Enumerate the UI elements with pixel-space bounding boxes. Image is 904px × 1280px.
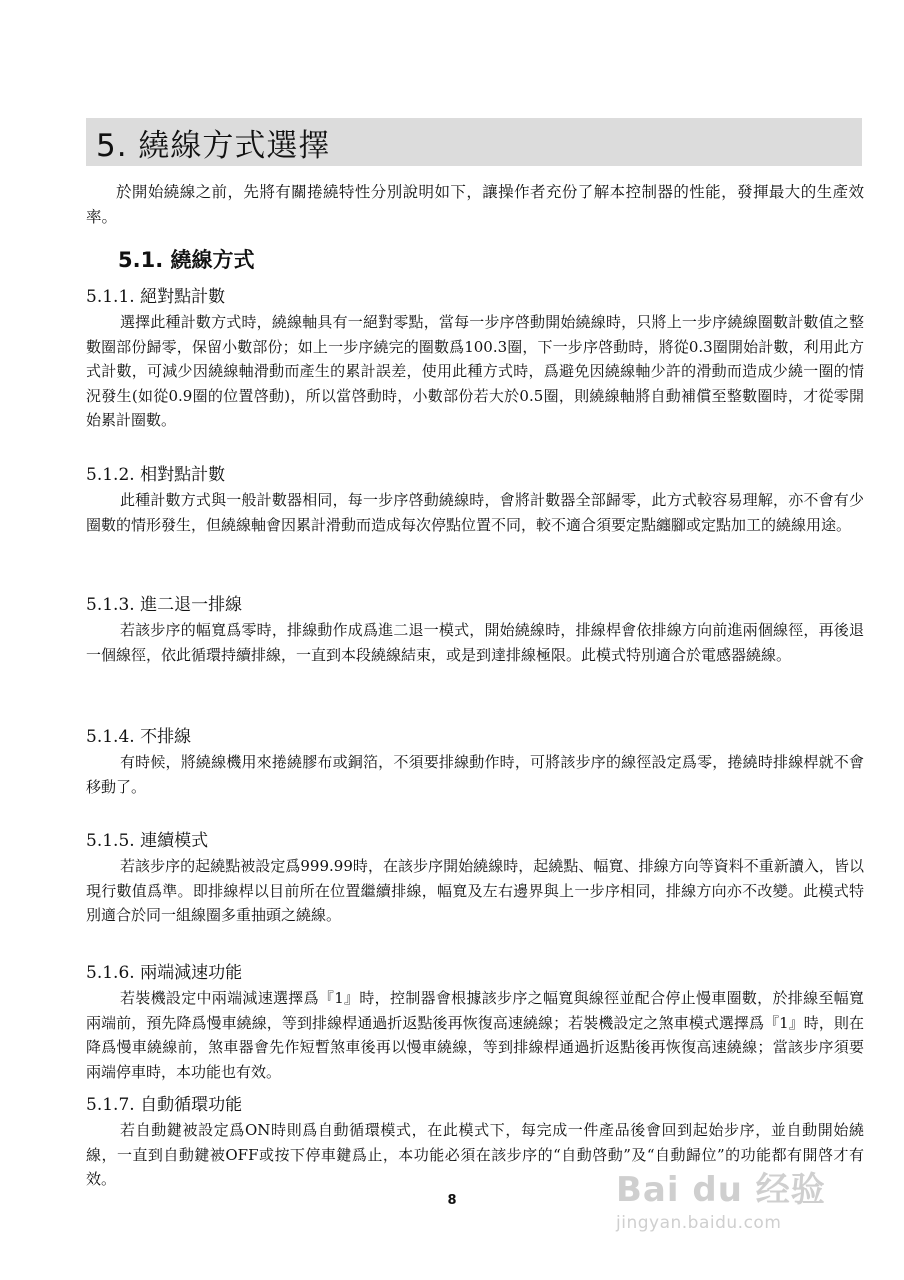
page-number: 8: [447, 1193, 457, 1208]
section-title: [118, 244, 255, 274]
subsection-heading: 5.1.6. 兩端減速功能: [86, 963, 243, 983]
watermark: [616, 1162, 866, 1242]
subsection-heading: 5.1.5. 連續模式: [86, 831, 209, 851]
subsection-heading: 5.1.2. 相對點計數: [86, 465, 226, 485]
subsection-heading: 5.1.4. 不排線: [86, 727, 192, 747]
subsection-5-1-1: [86, 284, 864, 433]
subsection-heading: 5.1.3. 進二退一排線: [86, 595, 243, 615]
subsection-body: 選擇此種計數方式時，繞線軸具有一絕對零點，當每一步序啓動開始繞線時，只將上一步序繞線圈數計數值之整數圈部份歸零，保留小數部份；如上一步序繞完的圈數爲100.3圈，下一步序啓動時，將從0.3圈開始計數，利用此方式計數，可減少因繞線軸滑動而產生的累計誤差，使用此種方式時，爲避免因繞線軸少許的滑動而造成少繞一圈的情況發生(如從0.9圈的位置啓動)，所以當啓動時，小數部份若大於0.5圈，則繞線軸將自動補償至整數圈時，才從零開始累計圈數。: [86, 313, 864, 429]
subsection-body: 若自動鍵被設定爲ON時則爲自動循環模式，在此模式下，每完成一件產品後會回到起始步序，並自動開始繞線，一直到自動鍵被OFF或按下停車鍵爲止，本功能必須在該步序的“自動啓動”及“自動歸位”的功能都有開啓才有效。: [86, 1121, 864, 1188]
subsection-5-1-2: [86, 462, 864, 537]
subsection-5-1-5: [86, 828, 864, 928]
watermark-logo: [616, 1162, 866, 1211]
subsection-5-1-4: [86, 724, 864, 799]
chapter-header: [86, 118, 862, 166]
subsection-body: 此種計數方式與一般計數器相同，每一步序啓動繞線時，會將計數器全部歸零，此方式較容易理解，亦不會有少圈數的情形發生，但繞線軸會因累計滑動而造成每次停點位置不同，較不適合須要定點纏腳或定點加工的繞線用途。: [86, 491, 864, 534]
chapter-title: 5. 繞線方式選擇: [96, 127, 331, 164]
subsection-5-1-3: [86, 592, 864, 667]
subsection-body: 若裝機設定中兩端減速選擇爲『1』時，控制器會根據該步序之幅寬與線徑並配合停止慢車圈數，於排線至幅寬兩端前，預先降爲慢車繞線，等到排線桿通過折返點後再恢復高速繞線；若裝機設定之煞車模式選擇爲『1』時，則在降爲慢車繞線前，煞車器會先作短暫煞車後再以慢車繞線，等到排線桿通過折返點後再恢復高速繞線；當該步序須要兩端停車時，本功能也有效。: [86, 989, 864, 1081]
subsection-body: 若該步序的起繞點被設定爲999.99時，在該步序開始繞線時，起繞點、幅寬、排線方向等資料不重新讀入，皆以現行數值爲準。即排線桿以目前所在位置繼續排線，幅寬及左右邊界與上一步序相同，排線方向亦不改變。此模式特別適合於同一組線圈多重抽頭之繞線。: [86, 857, 864, 924]
watermark-logo-text: Bai du 经验: [616, 1170, 826, 1210]
subsection-heading: 5.1.7. 自動循環功能: [86, 1095, 243, 1115]
intro-paragraph: 於開始繞線之前，先將有關捲繞特性分別說明如下，讓操作者充份了解本控制器的性能，發揮最大的生產效率。: [86, 183, 864, 226]
section-label: 繞線方式: [163, 248, 255, 272]
section-number: 5.1.: [118, 248, 164, 272]
subsection-5-1-6: [86, 960, 864, 1084]
subsection-body: 若該步序的幅寬爲零時，排線動作成爲進二退一模式，開始繞線時，排線桿會依排線方向前進兩個線徑，再後退一個線徑，依此循環持續排線，一直到本段繞線結束，或是到達排線極限。此模式特別適合於電感器繞線。: [86, 621, 864, 664]
subsection-heading: 5.1.1. 絕對點計數: [86, 287, 226, 307]
subsection-body: 有時候，將繞線機用來捲繞膠布或銅箔，不須要排線動作時，可將該步序的線徑設定爲零，捲繞時排線桿就不會移動了。: [86, 753, 864, 796]
watermark-url: jingyan.baidu.com: [616, 1213, 782, 1233]
